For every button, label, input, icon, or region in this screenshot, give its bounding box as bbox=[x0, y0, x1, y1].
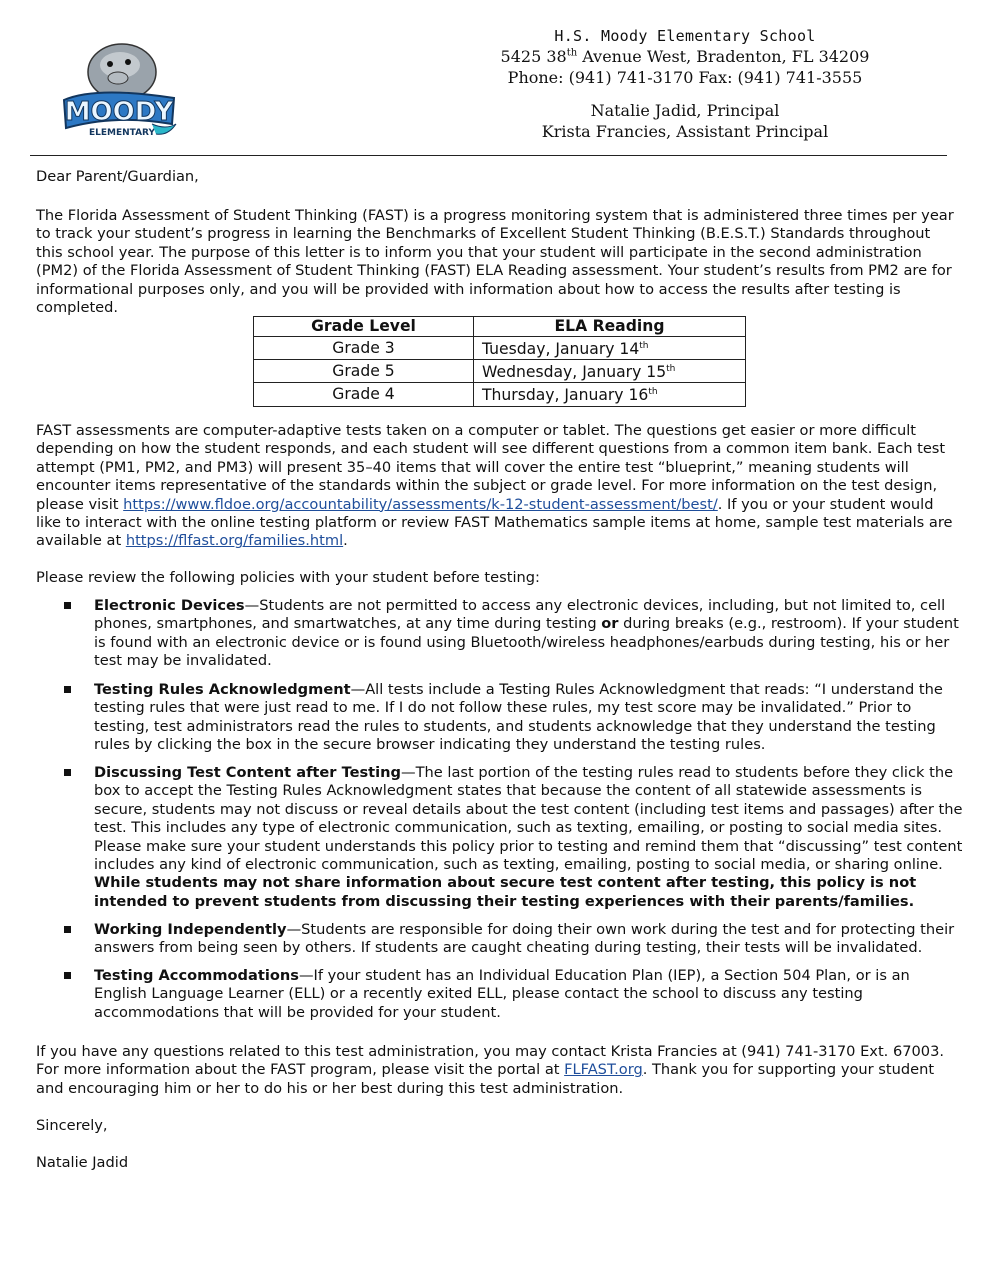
logo-text-sub: ELEMENTARY bbox=[88, 128, 156, 138]
school-phone-fax: Phone: (941) 741-3170 Fax: (941) 741-3555 bbox=[507, 68, 863, 87]
policy-working-independently: Working Independently—Students are responsible for doing their own work during the test and for protecting their answers from being seen by others. If students are caught cheating during testing, their tests will be invalidated. bbox=[94, 921, 955, 957]
fast-description-paragraph: FAST assessments are computer-adaptive tests taken on a computer or tablet. The questions get easier or more difficult depending on how the student responds, and each student will see different questions from a common item bank. Each test attempt (PM1, PM2, and PM3) will present 35–40 items that will cover the entire test “blueprint,” meaning students will encounter items representative of the standards within the subject or grade level. For more information on the test design, please visit https://www.fldoe.org/accountability/assessments/k-12-student-assessment/best/. If you or your student would like to interact with the online testing platform or review FAST Mathematics sample items at home, sample test materials are available at https://flfast.org/families.html. bbox=[36, 422, 953, 550]
bullet-square-icon bbox=[64, 602, 71, 609]
table-row bbox=[254, 337, 746, 360]
logo-text-main: MOODY bbox=[64, 97, 174, 127]
table-row bbox=[254, 383, 746, 406]
policies-intro: Please review the following policies with your student before testing: bbox=[36, 569, 540, 586]
salutation: Dear Parent/Guardian, bbox=[36, 168, 199, 185]
date-cell: Tuesday, January 14th bbox=[474, 337, 746, 360]
bullet-square-icon bbox=[64, 686, 71, 693]
date-cell: Wednesday, January 15th bbox=[474, 360, 746, 383]
closing-paragraph: If you have any questions related to this test administration, you may contact Krista Francies at (941) 741-3170 Ext. 67003. For more information about the FAST program, please visit the portal at FLFAST.org. Thank you for supporting your student and encouraging him or her to do his or her best during this test administration. bbox=[36, 1043, 945, 1097]
header-divider bbox=[30, 155, 947, 156]
bullet-square-icon bbox=[64, 926, 71, 933]
moody-manatee-logo bbox=[56, 38, 182, 142]
bullet-square-icon bbox=[64, 769, 71, 776]
grade-cell: Grade 5 bbox=[254, 360, 474, 383]
column-header-ela: ELA Reading bbox=[474, 317, 746, 337]
test-schedule-table bbox=[253, 316, 746, 407]
policy-electronic-devices: Electronic Devices—Students are not permitted to access any electronic devices, including, but not limited to, cell phones, smartphones, and smartwatches, at any time during testing or during breaks (e.g., restroom). If your student is found with an electronic device or is found using Bluetooth/wireless headphones/earbuds during testing, his or her test may be invalidated. bbox=[94, 597, 959, 670]
principal-name: Natalie Jadid, Principal bbox=[590, 101, 780, 120]
table-header-row bbox=[254, 317, 746, 337]
table-row bbox=[254, 360, 746, 383]
grade-cell: Grade 3 bbox=[254, 337, 474, 360]
intro-paragraph: The Florida Assessment of Student Thinking (FAST) is a progress monitoring system that is administered three times per year to track your student’s progress in learning the Benchmarks of Excellent Student Thinking (B.E.S.T.) Standards throughout this school year. The purpose of this letter is to inform you that your student will participate in the second administration (PM2) of the Florida Assessment of Student Thinking (FAST) ELA Reading assessment. Your student’s results from PM2 are for informational purposes only, and you will be provided with information about how to access the results after testing is completed. bbox=[36, 207, 954, 317]
assistant-principal-name: Krista Francies, Assistant Principal bbox=[541, 122, 829, 141]
policy-testing-accommodations: Testing Accommodations—If your student has an Individual Education Plan (IEP), a Section 504 Plan, or is an English Language Learner (ELL) or a recently exited ELL, please contact the school to discuss any testing accommodations that will be provided for your student. bbox=[94, 967, 910, 1021]
policy-discussing-content: Discussing Test Content after Testing—The last portion of the testing rules read to students before they click the box to accept the Testing Rules Acknowledgment states that because the content of all statewide assessments is secure, students may not discuss or reveal details about the test content (including test items and passages) after the test. This includes any type of electronic communication, such as texting, emailing, or posting to social media sites. Please make sure your student understands this policy prior to testing and remind them that “discussing” test content includes any kind of electronic communication, such as texting, emailing, posting to social media, or sharing online. While students may not share information about secure test content after testing, this policy is not intended to prevent students from discussing their testing experiences with their parents/families. bbox=[94, 764, 963, 910]
fldoe-best-link[interactable]: https://www.fldoe.org/accountability/assessments/k-12-student-assessment/best/ bbox=[123, 495, 718, 513]
date-cell: Thursday, January 16th bbox=[474, 383, 746, 406]
column-header-grade: Grade Level bbox=[254, 317, 474, 337]
school-name: H.S. Moody Elementary School bbox=[554, 27, 816, 45]
sign-off: Sincerely, bbox=[36, 1117, 108, 1134]
policy-testing-rules: Testing Rules Acknowledgment—All tests include a Testing Rules Acknowledgment that reads: “I understand the testing rules that were just read to me. If I do not follow these rules, my test score may be invalidated.” Prior to testing, test administrators read the rules to students, and students acknowledge that they understand the testing rules by clicking the box in the secure browser indicating they understand the testing rules. bbox=[94, 681, 943, 754]
flfast-families-link[interactable]: https://flfast.org/families.html bbox=[125, 532, 344, 550]
bullet-square-icon bbox=[64, 972, 71, 979]
flfast-portal-link[interactable]: FLFAST.org bbox=[564, 1061, 643, 1079]
grade-cell: Grade 4 bbox=[254, 383, 474, 406]
school-address: 5425 38th Avenue West, Bradenton, FL 34209 bbox=[500, 47, 870, 66]
signer-name: Natalie Jadid bbox=[36, 1154, 129, 1171]
